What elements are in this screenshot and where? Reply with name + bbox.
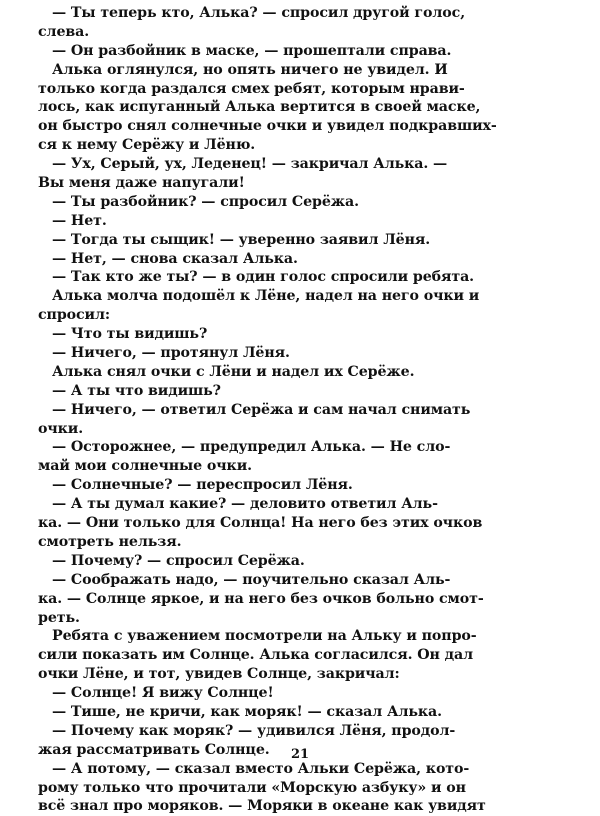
page-number: 21	[290, 747, 310, 762]
text-line: — Ух, Серый, ух, Леденец! — закричал Алька. —	[52, 156, 448, 173]
text-line: — Почему как моряк? — удивился Лёня, продол-	[52, 722, 456, 739]
text-line: ся к нему Серёжу и Лёню.	[38, 137, 256, 154]
text-line: — Что ты видишь?	[52, 326, 208, 343]
text-line: — Тише, не кричи, как моряк! — сказал Алька.	[52, 703, 442, 720]
text-line: — Он разбойник в маске, — прошептали справа.	[52, 42, 452, 59]
text-line: — А ты думал какие? — деловито ответил Аль-	[52, 496, 438, 513]
text-line: — Солнце! Я вижу Солнце!	[52, 685, 274, 702]
text-line: — Так кто же ты? — в один голос спросили ребята.	[52, 269, 474, 286]
text-line: — Тогда ты сыщик! — уверенно заявил Лёня.	[52, 231, 431, 248]
text-line: Алька оглянулся, но опять ничего не увидел. И	[52, 61, 448, 78]
text-line: — Соображать надо, — поучительно сказал Аль-	[52, 571, 451, 588]
text-line: лось, как испуганный Алька вертится в своей маске,	[38, 99, 481, 116]
text-line: сили показать им Солнце. Алька согласился. Он дал	[38, 647, 473, 664]
text-line: май мои солнечные очки.	[38, 458, 252, 475]
text-line: — Ничего, — протянул Лёня.	[52, 345, 290, 362]
text-line: — Ничего, — ответил Серёжа и сам начал снимать	[52, 401, 471, 418]
text-line: — Солнечные? — переспросил Лёня.	[52, 477, 353, 494]
text-line: — Ты разбойник? — спросил Серёжа.	[52, 193, 359, 210]
text-line: — А потому, — сказал вместо Альки Серёжа, кото-	[52, 760, 470, 777]
text-line: ка. — Они только для Солнца! На него без этих очков	[38, 515, 483, 532]
text-line: очки.	[38, 420, 84, 437]
text-line: Алька снял очки с Лёни и надел их Серёже.	[52, 363, 415, 380]
text-line: — Нет, — снова сказал Алька.	[52, 250, 298, 267]
text-line: — Ты теперь кто, Алька? — спросил другой голос,	[52, 5, 466, 21]
text-line: жая рассматривать Солнце.	[38, 741, 270, 758]
text-line: очки Лёне, и тот, увидев Солнце, закричал:	[38, 666, 400, 683]
text-line: Вы меня даже напугали!	[38, 175, 245, 192]
text-line: слева.	[38, 23, 90, 40]
text-line: спросил:	[38, 307, 111, 324]
text-line: Алька молча подошёл к Лёне, надел на него очки и	[52, 288, 480, 305]
text-line: смотреть нельзя.	[38, 533, 182, 550]
text-line: Ребята с уважением посмотрели на Альку и попро-	[52, 628, 477, 645]
text-line: только когда раздался смех ребят, которым нрави-	[38, 80, 465, 97]
text-line: реть.	[38, 609, 80, 626]
page-text	[38, 4, 560, 816]
text-line: — Осторожнее, — предупредил Алька. — Не сло-	[52, 439, 451, 456]
text-line: ка. — Солнце яркое, и на него без очков больно смот-	[38, 590, 484, 607]
text-line: рому только что прочитали «Морскую азбуку» и он	[38, 779, 466, 796]
text-line: он быстро снял солнечные очки и увидел подкравших-	[38, 118, 497, 135]
text-line: — А ты что видишь?	[52, 382, 221, 399]
text-line: — Почему? — спросил Серёжа.	[52, 552, 305, 569]
text-line: всё знал про моряков. — Моряки в океане как увидят	[38, 798, 486, 815]
text-line: — Нет.	[52, 212, 107, 229]
